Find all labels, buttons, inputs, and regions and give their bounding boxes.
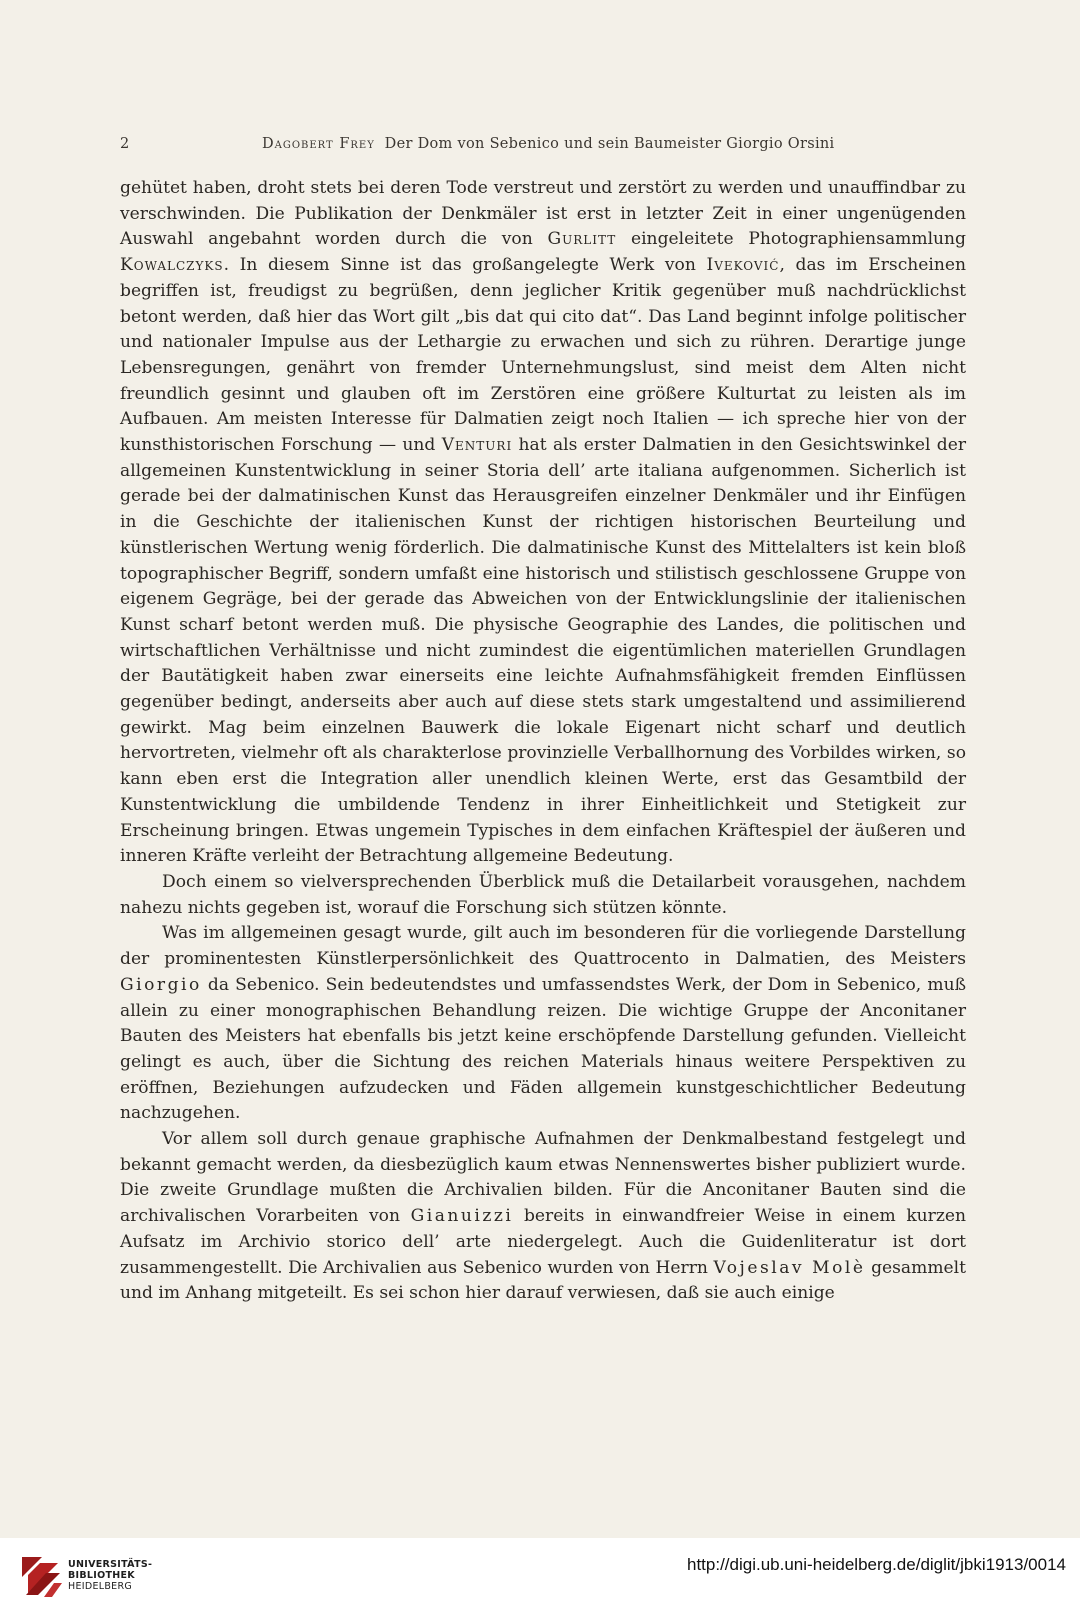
text-run: Was im allgemeinen gesagt wurde, gilt auch im besonderen für die vorliegende Darstellung der prominentesten Künstlerpersönlichkeit des Quattrocento in Dalmatien, des Meisters xyxy=(120,923,966,970)
text-run: . In diesem Sinne ist das großangelegte Werk von xyxy=(223,255,707,276)
text-run: gehütet haben, droht stets bei deren Tode verstreut und zerstört zu werden und unauffindbar zu verschwinden. Die Publikation der Denkmäler ist erst in letzter Zeit in einer ungenügenden Auswahl angebahnt worden durch die von xyxy=(120,178,966,250)
person-name: Gurlitt xyxy=(547,229,617,250)
text-run: bereits in einwandfreier Weise in einem kurzen Aufsatz im Archivio storico dell’ arte niedergelegt. Auch die Guidenliteratur ist dort zusammengestellt. Die Archivalien aus Sebenico wurden von Herrn xyxy=(120,1206,966,1278)
text-run: Vor allem soll durch genaue graphische Aufnahmen der Denkmalbestand festgelegt und bekannt gemacht werden, da diesbezüglich kaum etwas Nennenswertes bisher publiziert wurde. Die zweite Grundlage mußten die Archivalien bilden. Für die Anconitaner Bauten sind die archivalischen Vorarbeiten von xyxy=(120,1129,966,1227)
text-run: eingeleitete Photographiensammlung xyxy=(616,229,966,250)
paragraph xyxy=(120,176,966,870)
paragraph xyxy=(120,1127,966,1307)
text-run: da Sebenico. Sein bedeutendstes und umfassendstes Werk, der Dom in Sebenico, muß allein zu einer monographischen Behandlung reizen. Die wichtige Gruppe der Anconitaner Bauten des Meisters hat ebenfalls bis jetzt keine erschöpfende Darstellung gefunden. Vielleicht gelingt es auch, über die Sichtung des reichen Materials hinaus weitere Perspektiven zu eröffnen, Beziehungen aufzudecken und Fäden allgemein kunstgeschichtlicher Bedeutung nachzugehen. xyxy=(120,974,966,1124)
header-author: Dagobert Frey xyxy=(262,136,375,152)
running-title xyxy=(262,136,834,152)
person-name: Gianuizzi xyxy=(410,1206,514,1227)
person-name: Venturi xyxy=(441,435,513,456)
library-name-line: HEIDELBERG xyxy=(68,1581,133,1592)
page-number: 2 xyxy=(120,136,130,152)
person-name: Giorgio xyxy=(120,974,202,995)
body-text xyxy=(120,176,966,1307)
person-name: Vojeslav Molè xyxy=(713,1257,866,1278)
paragraph xyxy=(120,921,966,1127)
text-run: , das im Erscheinen begriffen ist, freudigst zu begrüßen, denn jeglicher Kritik gegenüber muß nachdrücklichst betont werden, daß hier das Wort gilt „bis dat qui cito dat“. Das Land beginnt infolge politischer und nationaler Impulse aus der Lethargie zu erwachen und sich zu rühren. Derartige junge Lebensregungen, genährt von fremder Unternehmungslust, sind meist dem Alten nicht freundlich gesinnt und glauben oft im Zerstören eine größere Kulturtat zu leisten als im Aufbauen. Am meisten Interesse für Dalmatien zeigt noch Italien — ich spreche hier von der kunsthistorischen Forschung — und xyxy=(120,255,966,456)
library-name xyxy=(68,1559,152,1592)
paragraph: Doch einem so vielversprechenden Überblick muß die Detailarbeit vorausgehen, nachdem nahezu nichts gegeben ist, worauf die Forschung sich stützen könnte. xyxy=(120,871,966,918)
ub-heidelberg-logo-icon[interactable] xyxy=(18,1553,64,1599)
header-title: Der Dom von Sebenico und sein Baumeister Giorgio Orsini xyxy=(384,136,835,152)
permalink-url[interactable]: http://digi.ub.uni-heidelberg.de/diglit/jbki1913/0014 xyxy=(687,1555,1066,1574)
text-run: hat als erster Dalmatien in den Gesichtswinkel der allgemeinen Kunstentwicklung in seiner Storia dell’ arte italiana aufgenommen. Sicherlich ist gerade bei der dalmatinischen Kunst das Herausgreifen einzelner Denkmäler und ihr Einfügen in die Geschichte der italienischen Kunst der richtigen historischen Beurteilung und künstlerischen Wertung wenig förderlich. Die dalmatinische Kunst des Mittelalters ist kein bloß topographischer Begriff, sondern umfaßt eine historisch und stilistisch geschlossene Gruppe von eigenem Gegräge, bei der gerade das Abweichen von der Entwicklungslinie der italienischen Kunst scharf betont werden muß. Die physische Geographie des Landes, die politischen und wirtschaftlichen Verhältnisse und nicht zumindest die eigentümlichen materiellen Grundlagen der Bautätigkeit haben zwar einerseits eine leichte Aufnahmsfähigkeit fremden Einflüssen gegenüber bedingt, anderseits aber auch auf diese stets stark umgestaltend und assimilierend gewirkt. Mag beim einzelnen Bauwerk die lokale Eigenart nicht scharf und deutlich hervortreten, vielmehr oft als charakterlose provinzielle Verballhornung des Vorbildes wirken, so kann eben erst die Integration aller unendlich kleinen Werte, erst das Gesamtbild der Kunstentwicklung die umbildende Tendenz in ihrer Einheitlichkeit und Stetigkeit zur Erscheinung bringen. Etwas ungemein Typisches in dem einfachen Kräftespiel der äußeren und inneren Kräfte verleiht der Betrachtung allgemeine Bedeutung. xyxy=(120,435,966,867)
library-footer xyxy=(0,1538,1080,1617)
text-run: gesammelt und im Anhang mitgeteilt. Es sei schon hier darauf verwiesen, daß sie auch einige xyxy=(120,1257,966,1304)
person-name: Iveković xyxy=(706,255,780,276)
library-name-line: UNIVERSITÄTS- xyxy=(68,1559,153,1570)
library-name-line: BIBLIOTHEK xyxy=(68,1570,135,1581)
person-name: Kowalczyks xyxy=(120,255,224,276)
